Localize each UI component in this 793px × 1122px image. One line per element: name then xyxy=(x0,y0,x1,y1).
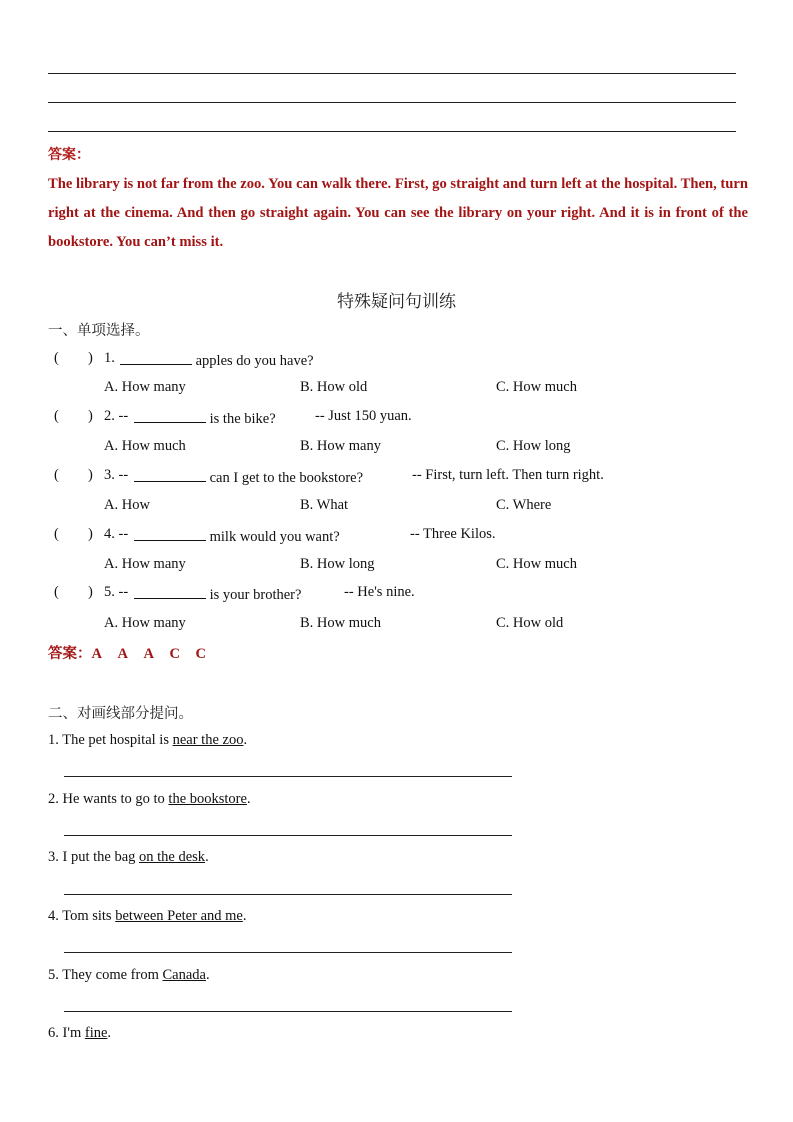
underlined-phrase: on the desk xyxy=(139,849,206,865)
fill-blank[interactable] xyxy=(120,350,192,365)
option-b[interactable]: B. How many xyxy=(300,438,381,454)
question-reply: -- Just 150 yuan. xyxy=(315,408,412,424)
option-a[interactable]: A. How many xyxy=(104,615,186,631)
rewrite-question-3: 3. I put the bag on the desk. xyxy=(48,849,209,865)
rewrite-question-6: 6. I'm fine. xyxy=(48,1025,112,1041)
answer-paren-open: ( xyxy=(54,584,59,600)
part2-heading: 二、对画线部分提问。 xyxy=(48,706,193,722)
answer-paren-open: ( xyxy=(54,467,59,483)
underlined-phrase: between Peter and me xyxy=(115,908,243,924)
question-number: 1. xyxy=(104,350,115,366)
answer-line-3 xyxy=(48,131,736,132)
mc-answer-key xyxy=(48,642,222,663)
answer-1: A xyxy=(91,646,102,662)
question-text: milk would you want? xyxy=(206,529,340,545)
option-b[interactable]: B. How much xyxy=(300,615,381,631)
fill-blank[interactable] xyxy=(134,408,206,423)
answer-paren-close: ) xyxy=(88,350,93,366)
option-a[interactable]: A. How many xyxy=(104,556,186,572)
option-c[interactable]: C. How much xyxy=(496,379,577,395)
option-c[interactable]: C. Where xyxy=(496,497,552,513)
question-text: can I get to the bookstore? xyxy=(206,470,364,486)
answer-line-1 xyxy=(48,73,736,74)
answer-label: 答案： xyxy=(48,147,90,163)
underlined-phrase: Canada xyxy=(162,967,206,983)
option-c[interactable]: C. How much xyxy=(496,556,577,572)
question-5 xyxy=(48,584,748,604)
question-text: is your brother? xyxy=(206,587,302,603)
answer-5: C xyxy=(195,646,206,662)
underlined-phrase: near the zoo xyxy=(172,732,244,748)
answer-writing-line[interactable] xyxy=(64,894,512,895)
answer-3: A xyxy=(143,646,154,662)
answer-writing-line[interactable] xyxy=(64,1011,512,1012)
fill-blank[interactable] xyxy=(134,467,206,482)
answer-label: 答案： xyxy=(48,646,92,662)
option-b[interactable]: B. How long xyxy=(300,556,375,572)
question-reply: -- He's nine. xyxy=(344,584,415,600)
question-2 xyxy=(48,408,748,428)
answer-writing-line[interactable] xyxy=(64,776,512,777)
answer-paragraph: The library is not far from the zoo. You can walk there. First, go straight and turn left at the hospital. Then, turn right at the cinema. And then go straight again. You can see the library on your right. And it is in front of the bookstore. You can’t miss it. xyxy=(48,176,748,250)
answer-line-2 xyxy=(48,102,736,103)
question-number: 2. -- xyxy=(104,408,129,424)
answer-paren-close: ) xyxy=(88,408,93,424)
answer-writing-line[interactable] xyxy=(64,952,512,953)
option-a[interactable]: A. How xyxy=(104,497,150,513)
fill-blank[interactable] xyxy=(134,526,206,541)
question-number: 5. -- xyxy=(104,584,129,600)
rewrite-question-5: 5. They come from Canada. xyxy=(48,967,210,983)
answer-paren-open: ( xyxy=(54,526,59,542)
underlined-phrase: the bookstore xyxy=(168,791,247,807)
option-c[interactable]: C. How old xyxy=(496,615,564,631)
answer-paren-close: ) xyxy=(88,467,93,483)
answer-paren-close: ) xyxy=(88,526,93,542)
fill-blank[interactable] xyxy=(134,584,206,599)
rewrite-question-4: 4. Tom sits between Peter and me. xyxy=(48,908,247,924)
option-a[interactable]: A. How much xyxy=(104,438,186,454)
question-text: is the bike? xyxy=(206,411,276,427)
answer-4: C xyxy=(169,646,180,662)
option-b[interactable]: B. What xyxy=(300,497,349,513)
rewrite-question-2: 2. He wants to go to the bookstore. xyxy=(48,791,251,807)
underlined-phrase: fine xyxy=(84,1025,108,1041)
question-1 xyxy=(48,350,748,370)
answer-2: A xyxy=(117,646,128,662)
question-3 xyxy=(48,467,748,487)
rewrite-question-1: 1. The pet hospital is near the zoo. xyxy=(48,732,248,748)
option-a[interactable]: A. How many xyxy=(104,379,186,395)
part1-heading: 一、单项选择。 xyxy=(48,323,150,339)
question-reply: -- First, turn left. Then turn right. xyxy=(412,467,604,483)
answer-paren-open: ( xyxy=(54,350,59,366)
option-b[interactable]: B. How old xyxy=(300,379,368,395)
answer-paren-open: ( xyxy=(54,408,59,424)
question-text: apples do you have? xyxy=(192,353,314,369)
section-title: 特殊疑问句训练 xyxy=(337,292,456,312)
question-number: 4. -- xyxy=(104,526,129,542)
option-c[interactable]: C. How long xyxy=(496,438,571,454)
answer-paren-close: ) xyxy=(88,584,93,600)
question-reply: -- Three Kilos. xyxy=(410,526,496,542)
question-number: 3. -- xyxy=(104,467,129,483)
answer-writing-line[interactable] xyxy=(64,835,512,836)
question-4 xyxy=(48,526,748,546)
